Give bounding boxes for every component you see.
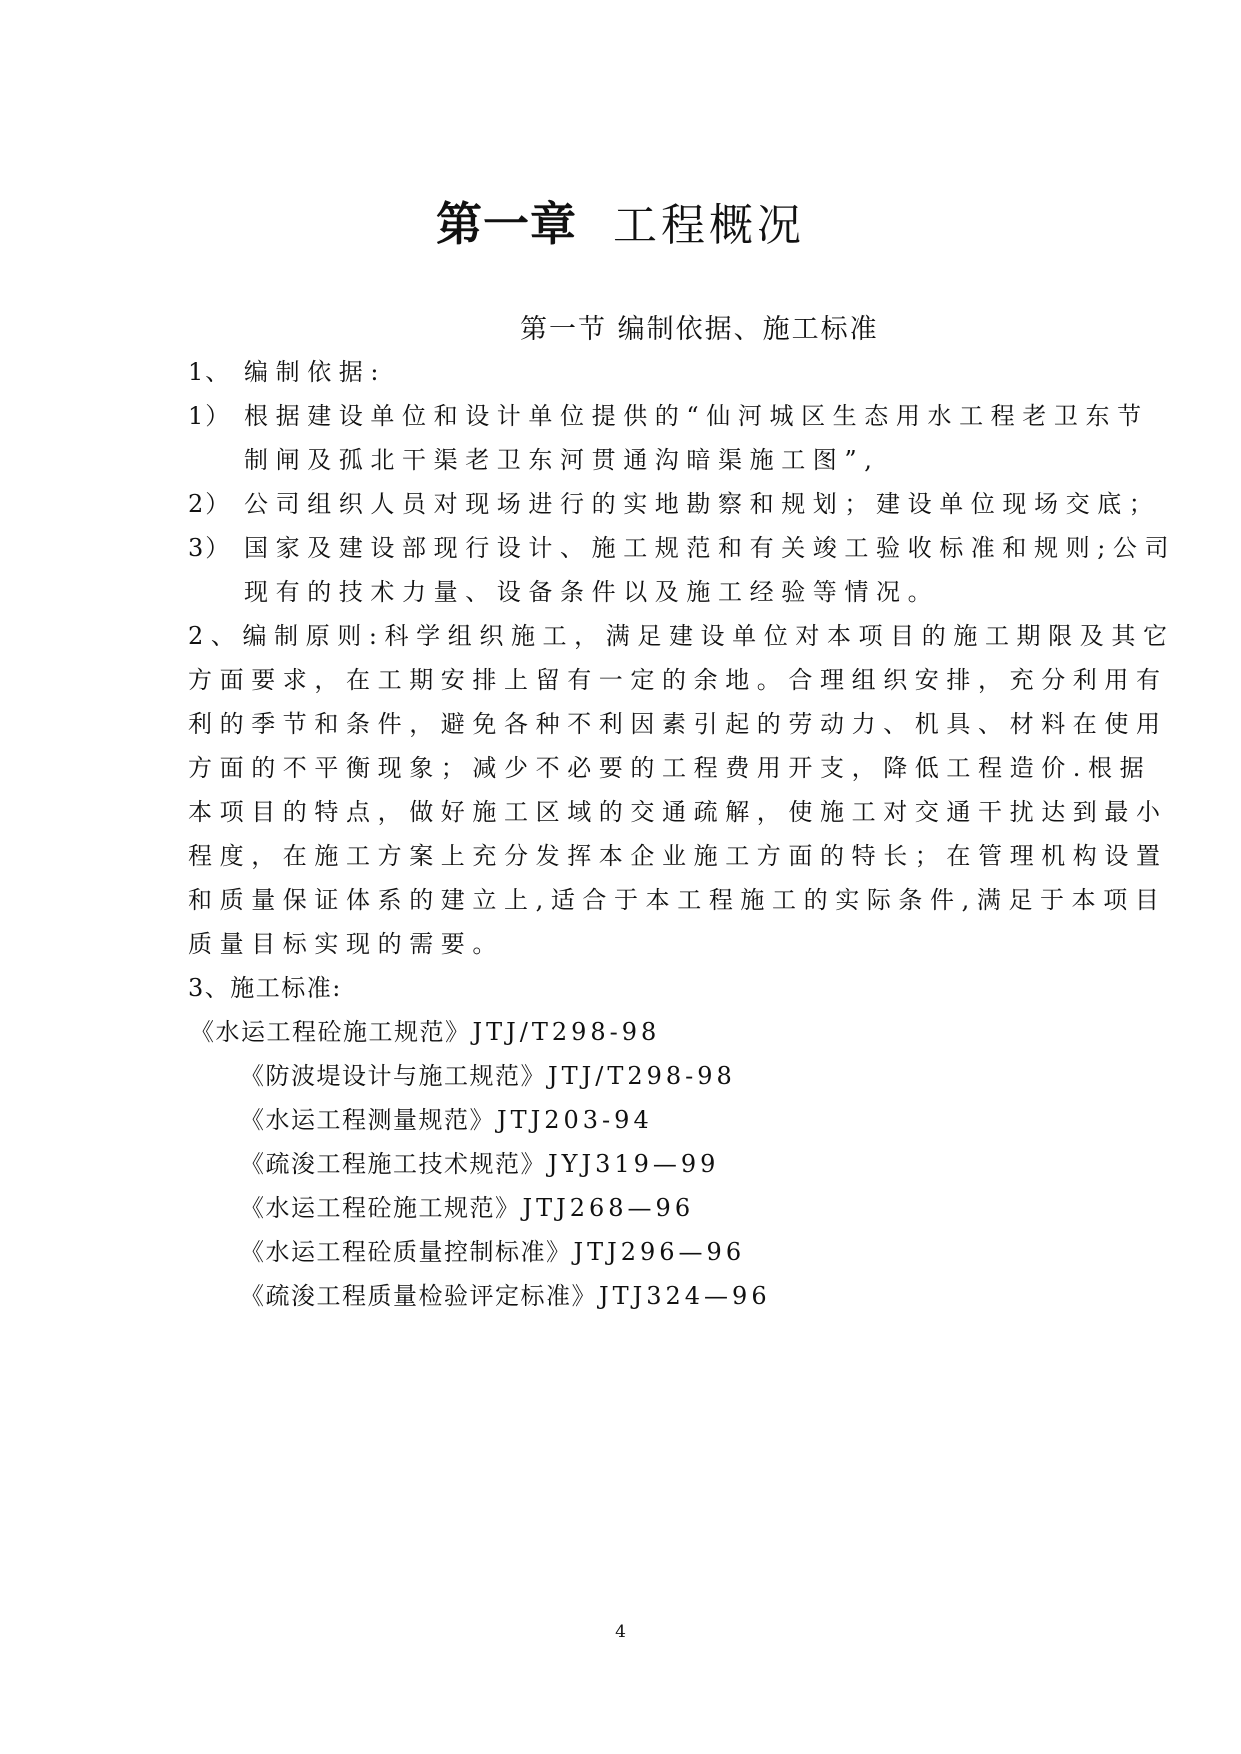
standard-item bbox=[240, 1059, 736, 1093]
principles-line: 和质量保证体系的建立上,适合于本工程施工的实际条件,满足于本项目 bbox=[188, 886, 1167, 914]
basis-item-text: 国家及建设部现行设计、施工规范和有关竣工验收标准和规则;公司 bbox=[244, 534, 1177, 562]
standard-code: JTJ324—96 bbox=[599, 1282, 771, 1310]
standard-item bbox=[240, 1147, 719, 1181]
basis-item-marker: 1） bbox=[188, 402, 232, 430]
section-title: 第一节 编制依据、施工标准 bbox=[520, 314, 879, 345]
standard-item bbox=[240, 1103, 653, 1137]
standard-item bbox=[190, 1015, 660, 1049]
standard-code: JTJ/T298-98 bbox=[548, 1062, 736, 1090]
chapter-number: 第一章 bbox=[436, 197, 577, 251]
standard-item bbox=[240, 1191, 694, 1225]
basis-heading bbox=[188, 355, 386, 389]
basis-item-text: 公司组织人员对现场进行的实地勘察和规划；建设单位现场交底； bbox=[244, 490, 1161, 518]
basis-item-1 bbox=[188, 399, 1149, 433]
standards-heading: 3、施工标准: bbox=[188, 974, 342, 1002]
standard-name: 《疏浚工程施工技术规范》 bbox=[240, 1150, 546, 1178]
basis-heading-marker: 1、 bbox=[188, 358, 232, 386]
principles-line: 程度，在施工方案上充分发挥本企业施工方面的特长；在管理机构设置 bbox=[188, 842, 1168, 870]
chapter-name: 工程概况 bbox=[613, 200, 805, 251]
chapter-title bbox=[0, 194, 1241, 256]
standard-code: JTJ268—96 bbox=[522, 1194, 695, 1222]
principles-line: 方面要求，在工期安排上留有一定的余地。合理组织安排，充分利用有 bbox=[188, 666, 1168, 694]
basis-item-2 bbox=[188, 487, 1160, 521]
standard-code: JYJ319—99 bbox=[548, 1150, 720, 1178]
basis-item-3 bbox=[188, 531, 1176, 565]
standard-name: 《水运工程砼质量控制标准》 bbox=[240, 1238, 572, 1266]
principles-line: 本项目的特点，做好施工区域的交通疏解，使施工对交通干扰达到最小 bbox=[188, 798, 1168, 826]
standard-item bbox=[240, 1279, 771, 1313]
principles-line: 利的季节和条件，避免各种不利因素引起的劳动力、机具、材料在使用 bbox=[188, 710, 1168, 738]
standard-item bbox=[240, 1235, 745, 1269]
basis-item-text: 根据建设单位和设计单位提供的“仙河城区生态用水工程老卫东节 bbox=[244, 402, 1149, 430]
standard-name: 《疏浚工程质量检验评定标准》 bbox=[240, 1282, 597, 1310]
standard-name: 《水运工程砼施工规范》 bbox=[240, 1194, 521, 1222]
standard-code: JTJ203-94 bbox=[497, 1106, 653, 1134]
basis-item-marker: 3） bbox=[188, 534, 232, 562]
principles-line: 2、编制原则:科学组织施工，满足建设单位对本项目的施工期限及其它 bbox=[188, 622, 1175, 650]
principles-line: 质量目标实现的需要。 bbox=[188, 930, 504, 958]
principles-line: 方面的不平衡现象；减少不必要的工程费用开支，降低工程造价.根据 bbox=[188, 754, 1152, 782]
standard-name: 《防波堤设计与施工规范》 bbox=[240, 1062, 546, 1090]
basis-item-3-continued: 现有的技术力量、设备条件以及施工经验等情况。 bbox=[244, 578, 940, 606]
standard-code: JTJ296—96 bbox=[573, 1238, 746, 1266]
basis-item-marker: 2） bbox=[188, 490, 232, 518]
standard-code: JTJ/T298-98 bbox=[472, 1018, 661, 1046]
page-number: 4 bbox=[615, 1622, 626, 1642]
standard-name: 《水运工程测量规范》 bbox=[240, 1106, 495, 1134]
basis-item-1-continued: 制闸及孤北干渠老卫东河贯通沟暗渠施工图”, bbox=[244, 446, 880, 474]
standard-name: 《水运工程砼施工规范》 bbox=[190, 1018, 471, 1046]
basis-heading-text: 编制依据: bbox=[244, 358, 387, 386]
